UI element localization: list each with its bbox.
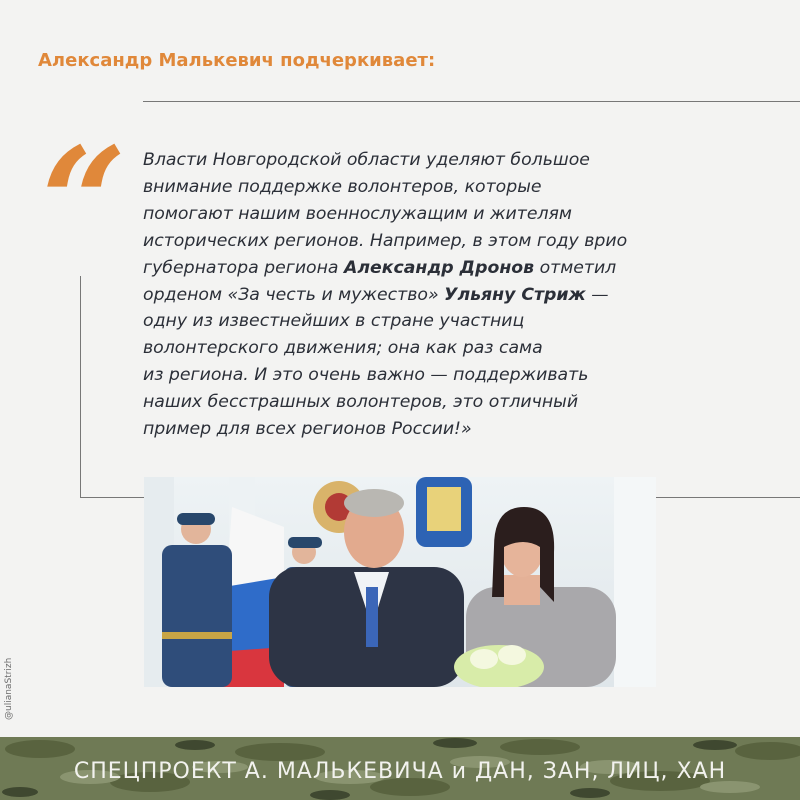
quote-text [143,147,743,443]
footer-banner [0,737,800,800]
top-divider [143,101,800,102]
quote-line: губернатора региона Александр Дронов отметил [143,257,617,278]
opening-quote-icon: “ [18,115,136,291]
footer-text: СПЕЦПРОЕКТ А. МАЛЬКЕВИЧА и ДАН, ЗАН, ЛИЦ, ХАН [73,759,727,784]
award-ceremony-photo [144,477,656,687]
quote-line: вниманиe поддержке волонтеров, которые [143,176,542,197]
quote-frame-line [80,276,81,498]
quote-line: пример для всех регионов России!» [143,419,472,440]
quote-line: орденом «За честь и мужество» Ульяну Стриж — [143,284,609,305]
header-title: Александр Малькевич подчеркивает: [38,50,436,71]
name-dronov: Александр Дронов [344,257,535,278]
quote-line: из региона. И это очень важно — поддерживать [143,365,589,386]
watermark-handle: @ulianaStrizh [4,657,14,720]
quote-line: одну из известнейших в стране участниц [143,311,525,332]
quote-line: помогают нашим военнослужащим и жителям [143,203,572,224]
quote-line: волонтерского движения; она как раз сама [143,338,543,359]
name-strizh: Ульяну Стриж [444,284,586,305]
quote-line: наших бесстрашных волонтеров, это отличный [143,392,579,413]
quote-line: Власти Новгородской области уделяют большое [143,150,590,170]
quote-line: исторических регионов. Например, в этом году врио [143,230,628,251]
